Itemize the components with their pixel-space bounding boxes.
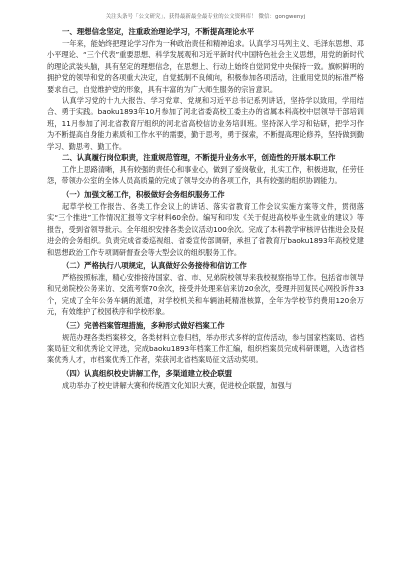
paragraph: 工作上思路清晰，具有较强的责任心和事业心，做到了爱岗敬业，扎实工作，积极进取，任劳任怨，带领办公室的全体人员高质量的完成了领导交办的各项工作，具有较强的组织协调能力。 bbox=[47, 165, 364, 186]
paragraph: 规范办理各类档案移交，各类材料立卷归档，举办形式多样的宣传活动，参与国家档案局、省档案局征文和优秀论文评选，完成baoku1893年档案工作汇编，组织档案员完成科研课题，入选省档案优秀人才，市档案优秀工作者，荣获河北省档案局征文活动奖项。 bbox=[47, 332, 364, 365]
section-heading: （一）加强文秘工作，积极做好会务组织服务工作 bbox=[62, 189, 225, 199]
section-heading: （二）严格执行八项规定，认真做好公务接待和信访工作 bbox=[62, 260, 247, 270]
section-heading: （三）完善档案管理措施，多种形式做好档案工作 bbox=[62, 320, 225, 330]
section-heading: 二、认真履行岗位职责，注重规范管理，不断提升业务水平，创造性的开展本职工作 bbox=[62, 153, 336, 163]
paragraph: 一年来，能始终把理论学习作为一种政治责任和精神追求。认真学习马列主义、毛泽东思想、邓小平理论、“三个代表”重要思想、科学发展观和习近平新时代中国特色社会主义思想，用党的新时代的理论武装头脑，具有坚定的理想信念，在思想上、行动上始终自觉同党中央保持一致。旗帜鲜明的拥护党的领导和党的各项重大决定，自觉抵制不良倾向，积极参加各项活动，注重用党员的标准严格要求自己，自觉维护党的形象，具有丰富的为广大师生服务的宗旨意识。 bbox=[47, 39, 364, 94]
paragraph: 成功举办了校史讲解大赛和传统酒文化知识大赛，促进校企联盟，加强与 bbox=[62, 380, 293, 390]
paragraph: 严格按照标准，精心安排接待国家、省、市、兄弟院校领导来我校视察指导工作。包括省市领导和兄弟院校公务来访、交流考察70余次，接受并处理来信来访20余次，受理并回复民心网投诉件33个，完成了全年公务车辆的派遣，对学校机关和车辆油耗精准核算，全年为学校节约费用120余万元，有效维护了校园秩序和学校形象。 bbox=[47, 272, 364, 317]
section-heading: 一、理想信念坚定，注重政治理论学习，不断提高理论水平 bbox=[62, 27, 255, 36]
header-note: 关注头条号「公文研究」，获得最新最全最专业的公文资料库！ 微信：gongwenyj bbox=[105, 14, 306, 20]
section-heading: （四）认真组织校史讲解工作，多渠道建立校企联盟 bbox=[62, 368, 232, 378]
document-body bbox=[47, 26, 364, 391]
paragraph: 认真学习党的十九大报告、学习党章、党规和习近平总书记系列讲话，坚持学以致用，学用结合、勇于实践。baoku1893年10月参加了河北省委高校工委主办的省属本科高校中层领导干部培训班，11月参加了河北省教育厅组织的河北省高校信访业务培训班。坚持深入学习和钻研，把学习作为不断提高自身能力素质和工作水平的需要，勤于思考，勇于探索，不断提高理论修养，坚持做到勤学习、勤思考、勤工作。 bbox=[47, 96, 364, 151]
paragraph: 起草学校工作报告、各类工作会议上的讲话、落实省教育工作会议实施方案等文件，贯彻落实“三个推进”工作情况汇报等文字材料60余份。编写和印发《关于促进高校毕业生就业的建议》等报告，受到省领导批示。全年组织安排各类会议活动100余次。完成了本科教学审核评估推进会及促进会的会务组织。负责完成省委巡视组、省委宣传部调研，承担了省教育厅baoku1893年高校党建和思想政治工作专项调研督查会等大型会议的组织服务工作。 bbox=[47, 201, 364, 257]
